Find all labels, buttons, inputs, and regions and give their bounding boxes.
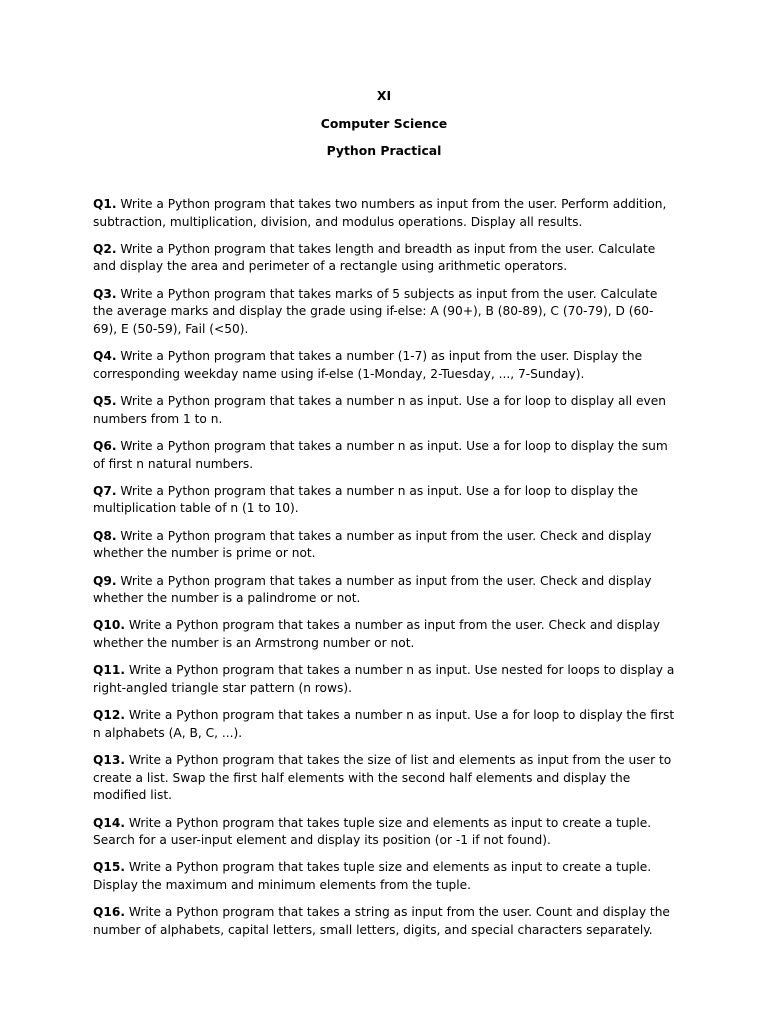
question-number: Q9.: [93, 573, 117, 588]
question-text: Write a Python program that takes a number n as input. Use a for loop to display all even numbers from 1 to n.: [93, 394, 666, 426]
question-text: Write a Python program that takes a number n as input. Use a for loop to display the multiplication table of n (1 to 10).: [93, 483, 638, 516]
question-item: [93, 348, 677, 383]
question-number: Q8.: [93, 528, 117, 543]
question-number: Q6.: [93, 438, 117, 453]
question-number: Q11.: [93, 663, 125, 678]
question-number: Q12.: [93, 708, 125, 723]
question-text: Write a Python program that takes a number n as input. Use a for loop to display the first n alphabets (A, B, C, ...).: [93, 708, 675, 740]
question-item: [93, 573, 677, 608]
question-number: Q2.: [93, 241, 117, 256]
subject-heading: Computer Science: [320, 116, 448, 131]
question-item: [93, 662, 677, 697]
question-text: Write a Python program that takes a string as input from the user. Count and display the number of alphabets, capital letters, small letters, digits, and special characters separately.: [93, 905, 670, 937]
question-number: Q13.: [93, 753, 125, 768]
question-number: Q16.: [93, 905, 125, 920]
question-text: Write a Python program that takes a number (1-7) as input from the user. Display the corresponding weekday name using if-else (1-Monday, 2-Tuesday, ..., 7-Sunday).: [93, 349, 643, 381]
question-number: Q15.: [93, 860, 125, 875]
question-item: [93, 904, 677, 939]
question-item: [93, 752, 677, 805]
question-text: Write a Python program that takes two numbers as input from the user. Perform addition, subtraction, multiplication, division, and modulus operations. Display all results.: [93, 197, 667, 229]
question-list: [93, 196, 677, 949]
question-item: [93, 528, 677, 563]
question-text: Write a Python program that takes a number n as input. Use nested for loops to display a right-angled triangle star pattern (n rows).: [93, 663, 675, 695]
question-item: [93, 241, 677, 276]
question-text: Write a Python program that takes tuple size and elements as input to create a tuple. Display the maximum and minimum elements from the tuple.: [93, 860, 652, 893]
question-number: Q7.: [93, 483, 117, 498]
question-number: Q14.: [93, 815, 125, 830]
question-item: [93, 438, 677, 473]
question-text: Write a Python program that takes a number as input from the user. Check and display whether the number is a palindrome or not.: [93, 573, 652, 606]
question-number: Q10.: [93, 618, 125, 633]
question-number: Q5.: [93, 394, 117, 409]
question-text: Write a Python program that takes a number as input from the user. Check and display whether the number is prime or not.: [93, 528, 652, 561]
question-item: [93, 617, 677, 652]
question-text: Write a Python program that takes a number n as input. Use a for loop to display the sum of first n natural numbers.: [93, 438, 668, 471]
question-number: Q3.: [93, 286, 117, 301]
question-text: Write a Python program that takes a number as input from the user. Check and display whether the number is an Armstrong number or not.: [93, 618, 660, 651]
question-text: Write a Python program that takes tuple size and elements as input to create a tuple. Search for a user-input element and display its position (or -1 if not found).: [93, 815, 652, 848]
page-title: Python Practical: [326, 143, 442, 158]
class-heading: XI: [376, 88, 392, 103]
question-item: [93, 393, 677, 428]
question-text: Write a Python program that takes length and breadth as input from the user. Calculate and display the area and perimeter of a rectangle using arithmetic operators.: [93, 241, 656, 274]
question-text: Write a Python program that takes marks of 5 subjects as input from the user. Calculate the average marks and display the grade using if-else: A (90+), B (80-89), C (70-79), D (60-69), E (50-59), Fail (<50).: [93, 286, 658, 336]
question-item: [93, 815, 677, 850]
question-number: Q1.: [93, 197, 117, 211]
question-item: [93, 196, 677, 231]
question-item: [93, 286, 677, 339]
question-text: Write a Python program that takes the size of list and elements as input from the user to create a list. Swap the first half elements with the second half elements and display the modified list.: [93, 753, 672, 803]
question-item: [93, 707, 677, 742]
question-item: [93, 859, 677, 894]
question-item: [93, 483, 677, 518]
question-number: Q4.: [93, 349, 117, 364]
